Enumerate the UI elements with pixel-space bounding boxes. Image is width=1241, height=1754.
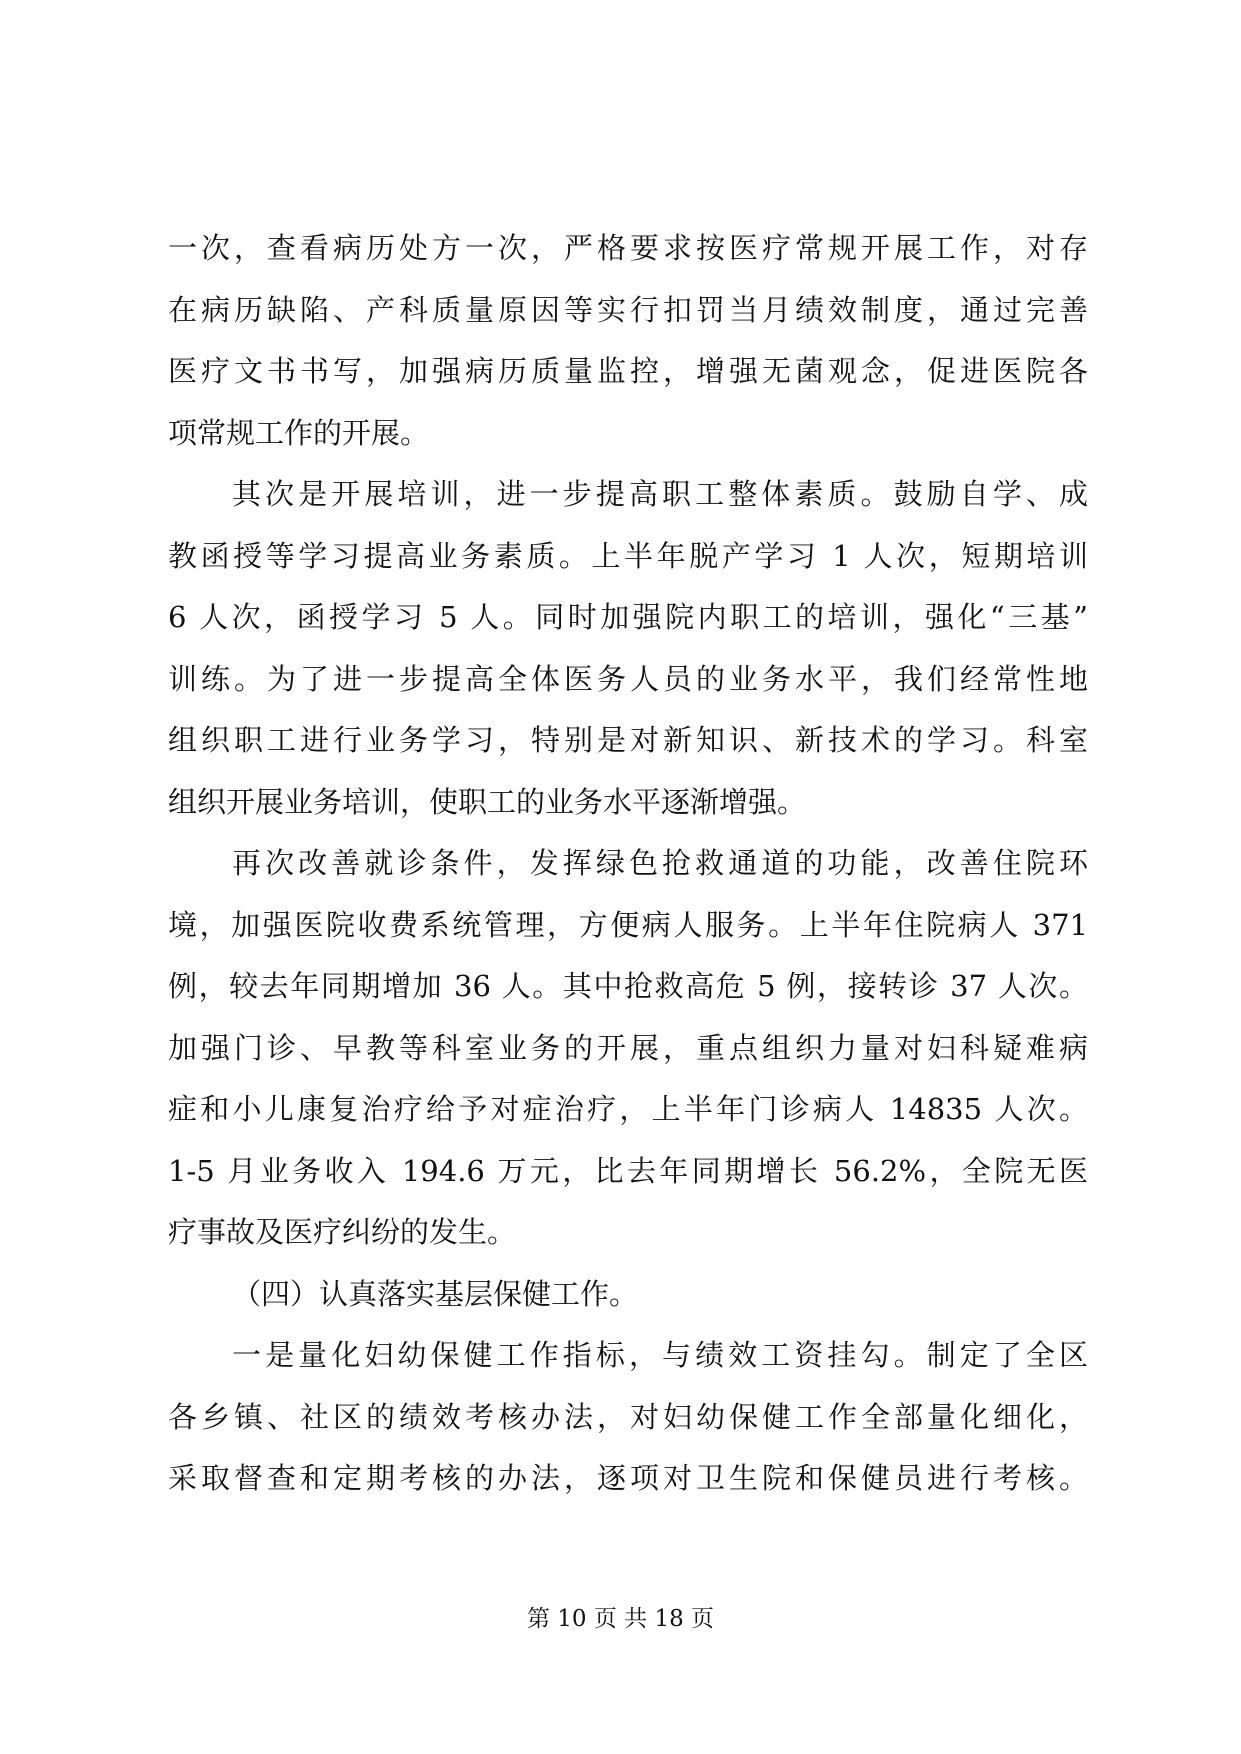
text-line: 6 人次，函授学习 5 人。同时加强院内职工的培训，强化“三基” xyxy=(168,600,1088,634)
text-line: 一次，查看病历处方一次，严格要求按医疗常规开展工作，对存 xyxy=(168,231,1088,265)
paragraph-start-line: 其次是开展培训，进一步提高职工整体素质。鼓励自学、成 xyxy=(232,477,1088,511)
page-number-footer: 第 10 页 共 18 页 xyxy=(526,1606,715,1632)
text-line: 组织职工进行业务学习，特别是对新知识、新技术的学习。科室 xyxy=(168,723,1088,757)
text-line: 1-5 月业务收入 194.6 万元，比去年同期增长 56.2%，全院无医 xyxy=(168,1153,1088,1188)
text-line: 项常规工作的开展。 xyxy=(168,415,430,450)
text-line: 加强门诊、早教等科室业务的开展，重点组织力量对妇科疑难病 xyxy=(168,1030,1088,1065)
text-line: 症和小儿康复治疗给予对症治疗，上半年门诊病人 14835 人次。 xyxy=(168,1092,1088,1126)
text-line: 采取督查和定期考核的办法，逐项对卫生院和保健员进行考核。 xyxy=(168,1461,1088,1495)
document-body xyxy=(168,218,1088,1510)
text-line: 境，加强医院收费系统管理，方便病人服务。上半年住院病人 371 xyxy=(168,907,1088,942)
text-line: 疗事故及医疗纠纷的发生。 xyxy=(168,1215,517,1249)
text-line: 组织开展业务培训，使职工的业务水平逐渐增强。 xyxy=(168,784,807,819)
text-line: 教函授等学习提高业务素质。上半年脱产学习 1 人次，短期培训 xyxy=(168,538,1088,573)
paragraph-start-line: 再次改善就诊条件，发挥绿色抢救通道的功能，改善住院环 xyxy=(232,846,1088,880)
text-line: 各乡镇、社区的绩效考核办法，对妇幼保健工作全部量化细化， xyxy=(168,1399,1088,1434)
text-line: 训练。为了进一步提高全体医务人员的业务水平，我们经常性地 xyxy=(168,661,1088,696)
paragraph-start-line: 一是量化妇幼保健工作指标，与绩效工资挂勾。制定了全区 xyxy=(232,1338,1088,1372)
text-line: 医疗文书书写，加强病历质量监控，增强无菌观念，促进医院各 xyxy=(168,354,1088,388)
text-line: 例，较去年同期增加 36 人。其中抢救高危 5 例，接转诊 37 人次。 xyxy=(168,969,1088,1003)
section-heading: （四）认真落实基层保健工作。 xyxy=(232,1276,639,1311)
text-line: 在病历缺陷、产科质量原因等实行扣罚当月绩效制度，通过完善 xyxy=(168,292,1088,327)
